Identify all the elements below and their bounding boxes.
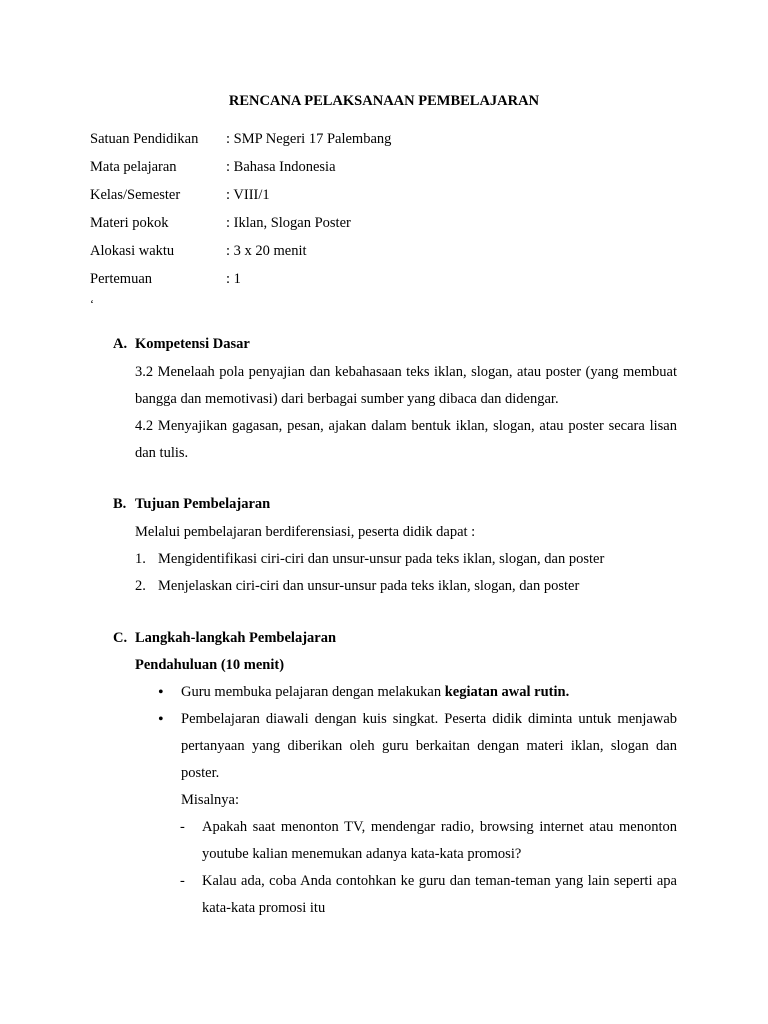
meta-value: : Iklan, Slogan Poster (226, 215, 351, 231)
section-title: Langkah-langkah Pembelajaran (135, 630, 337, 646)
list-item (135, 573, 677, 600)
meta-value: : SMP Negeri 17 Palembang (226, 131, 392, 147)
list-item (180, 814, 677, 868)
dash-mark: - (180, 873, 185, 889)
competency-paragraph: 4.2 Menyajikan gagasan, pesan, ajakan dalam bentuk iklan, slogan, atau poster secara lisan dan tulis. (135, 418, 677, 461)
intro-steps (158, 679, 677, 814)
meta-row (90, 157, 391, 185)
meta-row (90, 129, 391, 157)
section-c-heading (113, 630, 336, 647)
meta-label: Satuan Pendidikan (90, 131, 199, 147)
list-item (158, 706, 677, 787)
item-number: 1. (135, 551, 146, 567)
document-title: RENCANA PELAKSANAAN PEMBELAJARAN (228, 93, 540, 109)
item-text: Mengidentifikasi ciri-ciri dan unsur-unsur pada teks iklan, slogan, dan poster (158, 551, 605, 567)
bullet-text (181, 679, 677, 706)
bullet-spacer (158, 787, 181, 814)
meta-row (90, 213, 391, 241)
steps-subheading-wrap (135, 652, 677, 679)
item-text: Menjelaskan ciri-ciri dan unsur-unsur pada teks iklan, slogan, dan poster (158, 578, 580, 594)
section-title: Kompetensi Dasar (135, 336, 250, 352)
section-b-heading (113, 496, 270, 513)
bullet-text-plain: Guru membuka pelajaran dengan melakukan (181, 684, 445, 700)
meta-value: : Bahasa Indonesia (226, 159, 336, 175)
meta-value: : VIII/1 (226, 187, 270, 203)
meta-label: Alokasi waktu (90, 243, 175, 259)
example-block (158, 787, 677, 814)
bullet-text-bold: kegiatan awal rutin (444, 684, 566, 700)
section-title: Tujuan Pembelajaran (135, 496, 271, 512)
bullet-text-end: . (565, 684, 570, 700)
list-item (180, 868, 677, 922)
objectives-list (135, 519, 677, 600)
list-item (135, 546, 677, 573)
stray-mark: ‘ (90, 297, 94, 311)
meta-label: Mata pelajaran (90, 159, 177, 175)
section-letter: B. (113, 496, 127, 512)
meta-label: Pertemuan (90, 271, 153, 287)
bullet-icon: • (158, 711, 164, 728)
competency-paragraph: 3.2 Menelaah pola penyajian dan kebahasaan teks iklan, slogan, atau poster (yang membuat bangga dan memotivasi) dari berbagai sumber yang dibaca dan didengar. (135, 364, 677, 407)
section-letter: C. (113, 630, 128, 646)
meta-value: : 3 x 20 menit (226, 243, 307, 259)
meta-row (90, 241, 391, 269)
question-text: Apakah saat menonton TV, mendengar radio, browsing internet atau menonton youtube kalian menemukan adanya kata-kata promosi? (202, 819, 677, 862)
example-questions (180, 814, 677, 922)
objectives-intro: Melalui pembelajaran berdiferensiasi, peserta didik dapat : (135, 524, 476, 540)
bullet-text: Pembelajaran diawali dengan kuis singkat. Peserta didik diminta untuk menjawab pertanyaan yang diberikan oleh guru berkaitan dengan materi iklan, slogan dan poster. (181, 711, 677, 781)
identity-table (90, 129, 391, 297)
steps-subheading: Pendahuluan (10 menit) (135, 657, 285, 673)
meta-row (90, 185, 391, 213)
question-text: Kalau ada, coba Anda contohkan ke guru dan teman-teman yang lain seperti apa kata-kata promosi itu (202, 873, 677, 916)
meta-row (90, 269, 391, 297)
list-item (158, 679, 677, 706)
meta-label: Kelas/Semester (90, 187, 181, 203)
meta-label: Materi pokok (90, 215, 169, 231)
meta-value: : 1 (226, 271, 241, 287)
section-a-body (135, 359, 677, 467)
item-number: 2. (135, 578, 146, 594)
dash-mark: - (180, 819, 185, 835)
section-letter: A. (113, 336, 128, 352)
section-a-heading (113, 336, 250, 353)
bullet-icon: • (158, 684, 164, 701)
example-label: Misalnya: (181, 792, 239, 808)
